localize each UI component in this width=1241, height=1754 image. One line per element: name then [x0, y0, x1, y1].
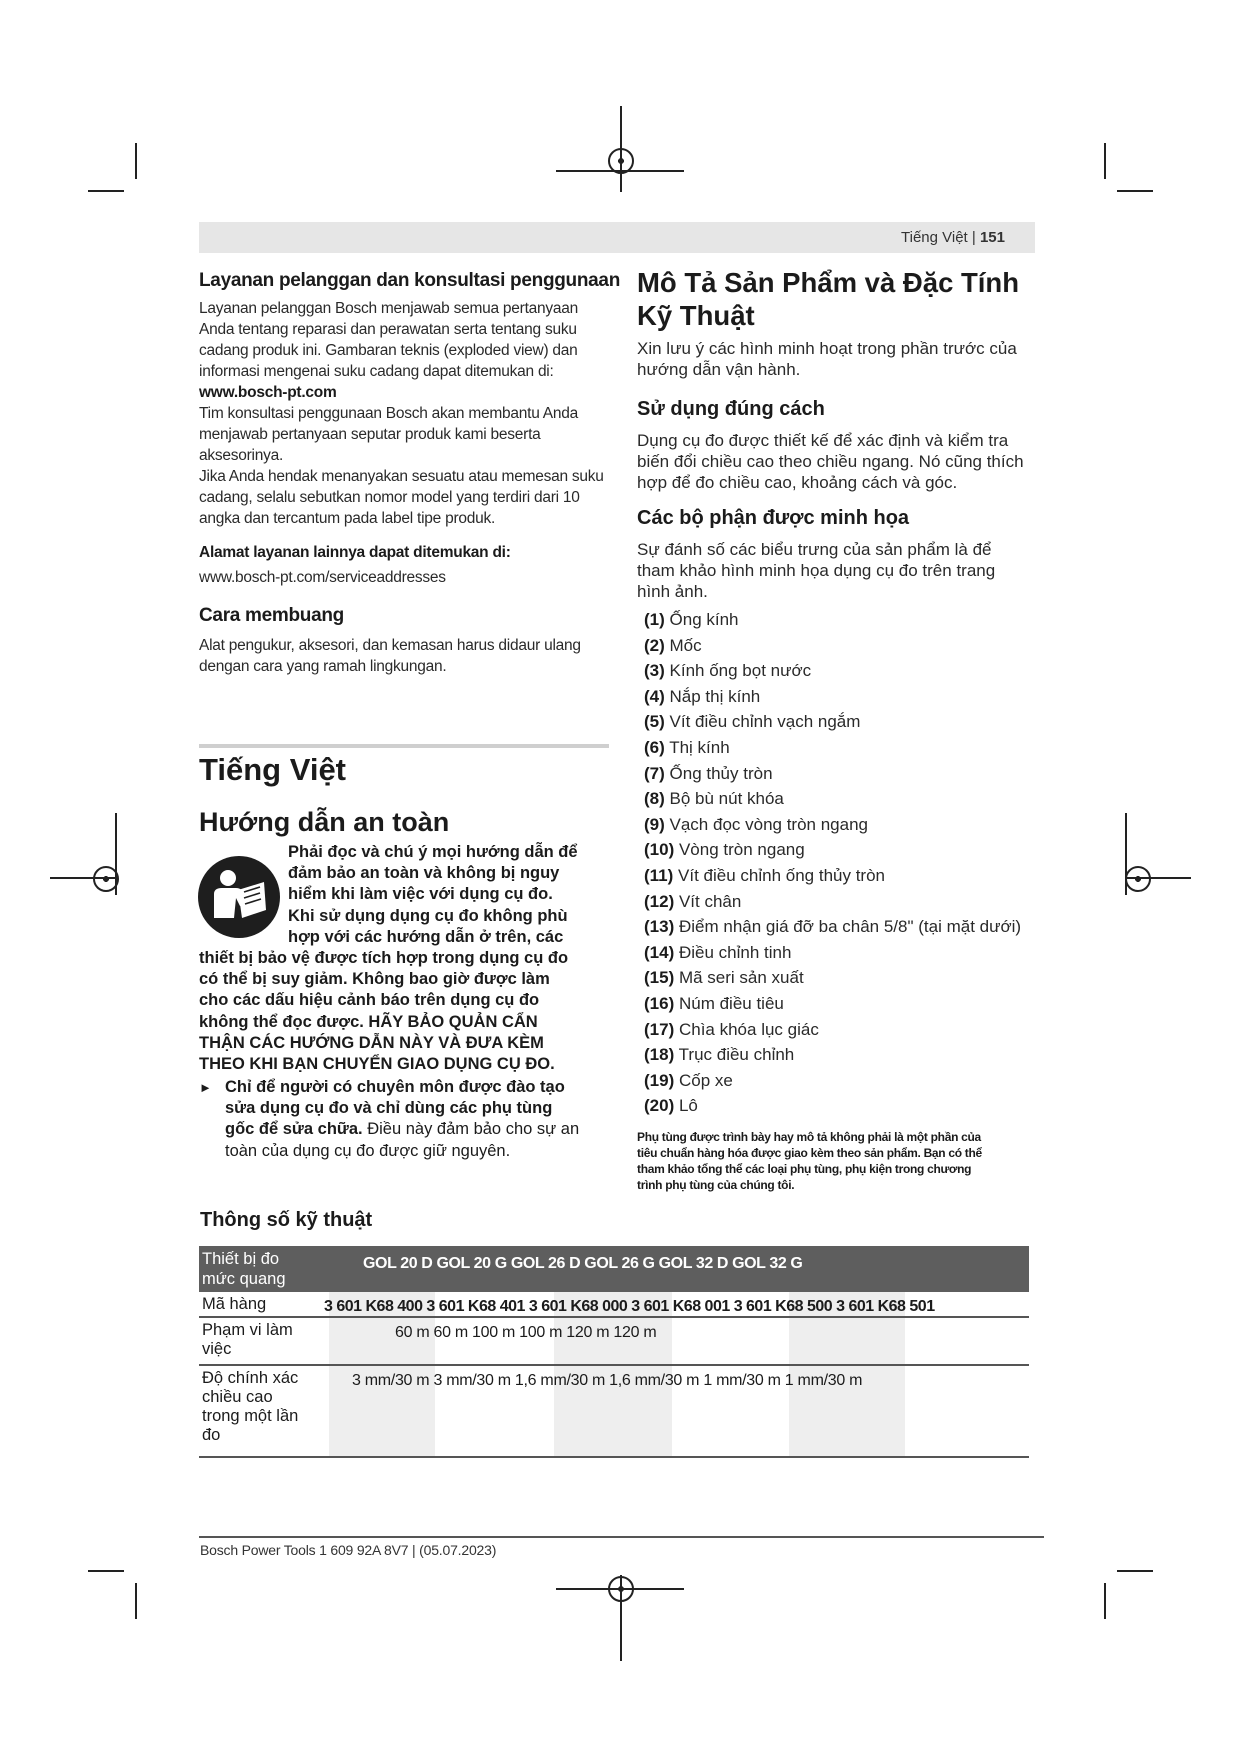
item-number: (9) — [644, 814, 665, 834]
safety-title: Hướng dẫn an toàn — [199, 807, 450, 837]
page-number: 151 — [979, 229, 1005, 246]
text-line: không thể đọc được. HÃY BẢO QUẢN CẨN — [199, 1012, 538, 1031]
text-line: chiều cao — [202, 1388, 273, 1406]
item-number: (18) — [644, 1045, 675, 1065]
item-number: (12) — [644, 891, 675, 911]
specs-title: Thông số kỹ thuật — [200, 1209, 373, 1231]
text-line: Sự đánh số các biểu trưng của sản phẩm là để — [637, 540, 992, 559]
intended-use-heading: Sử dụng đúng cách — [637, 398, 825, 420]
item-number: (13) — [644, 917, 675, 937]
text-line: Phụ tùng được trình bày hay mô tả không phải là một phần của — [637, 1130, 981, 1144]
text-line: biến đổi chiều cao theo chiều ngang. Nó cũng thích — [637, 452, 1024, 471]
list-item — [644, 837, 1064, 863]
list-item — [644, 940, 1064, 966]
list-item — [644, 1017, 1064, 1043]
text-line: hình ảnh. — [637, 582, 708, 601]
item-number: (14) — [644, 942, 675, 962]
item-number: (16) — [644, 993, 675, 1013]
text-line: Dụng cụ đo được thiết kế để xác định và kiểm tra — [637, 431, 1009, 450]
text-line: Alat pengukur, aksesori, dan kemasan harus didaur ulang — [199, 637, 581, 654]
footer-text: Bosch Power Tools 1 609 92A 8V7 | (05.07.2023) — [200, 1542, 497, 1558]
text-line: Layanan pelanggan Bosch menjawab semua pertanyaan — [199, 300, 578, 317]
list-item — [644, 1093, 1064, 1119]
item-label: Mã seri sản xuất — [678, 968, 804, 988]
read-manual-icon — [198, 856, 280, 938]
header-label — [202, 1249, 286, 1289]
addresses-label: Alamat layanan lainnya dapat ditemukan di: — [199, 544, 511, 561]
item-label: Điểm nhận giá đỡ ba chân 5/8" (tại mặt dưới) — [678, 917, 1022, 937]
list-item — [644, 607, 1064, 633]
text-line: hợp với các hướng dẫn ở trên, các — [288, 927, 564, 946]
item-number: (3) — [644, 661, 665, 681]
item-number: (15) — [644, 968, 675, 988]
item-label: Nắp thị kính — [669, 686, 761, 706]
list-item — [644, 965, 1064, 991]
text-line: cho các dấu hiệu cảnh báo trên dụng cụ đo — [199, 991, 540, 1010]
text-line: Xin lưu ý các hình minh hoạt trong phần trước của — [637, 339, 1017, 358]
text-line: thiết bị bảo vệ được tích hợp trong dụng cụ đo — [199, 949, 569, 967]
service-heading: Layanan pelanggan dan konsultasi penggunaan — [199, 270, 621, 291]
item-label: Trục điều chỉnh — [678, 1045, 795, 1065]
running-header — [199, 222, 1035, 253]
warning-text-indented — [288, 842, 578, 948]
text-line: angka dan tercantum pada label tipe produk. — [199, 510, 496, 527]
text-line: trình phụ tùng của chúng tôi. — [637, 1178, 795, 1192]
header-language: Tiếng Việt | 151 — [901, 229, 1005, 246]
text-line: đo — [202, 1426, 221, 1444]
text-line: Chỉ để người có chuyên môn được đào tạo — [225, 1078, 565, 1096]
row-divider — [199, 1456, 1029, 1458]
disposal-paragraph — [199, 635, 581, 677]
accessories-note — [637, 1129, 982, 1193]
text-line: hiểm khi làm việc với dụng cụ đo. — [288, 885, 553, 904]
product-title — [637, 266, 1019, 332]
text-line: Độ chính xác — [202, 1369, 299, 1387]
header-models: GOL 20 D GOL 20 G GOL 26 D GOL 26 G GOL 32 D GOL 32 G — [363, 1255, 803, 1272]
item-label: Núm điều tiêu — [678, 993, 784, 1013]
list-item — [644, 812, 1064, 838]
item-label: Điều chỉnh tinh — [678, 942, 792, 962]
text-line: trong một lần — [202, 1407, 299, 1425]
row-values: 60 m 60 m 100 m 100 m 120 m 120 m — [395, 1324, 657, 1341]
list-item — [644, 914, 1064, 940]
list-item — [644, 633, 1064, 659]
disposal-heading: Cara membuang — [199, 605, 344, 626]
components-intro — [637, 539, 995, 602]
text-line: Phải đọc và chú ý mọi hướng dẫn để — [288, 843, 578, 861]
item-number: (19) — [644, 1070, 675, 1090]
text-line: hợp để đo chiều cao, khoảng cách và góc. — [637, 473, 958, 492]
list-item — [644, 1042, 1064, 1068]
text-line: Kỹ Thuật — [637, 300, 755, 331]
text-line: Phạm vi làm — [202, 1321, 293, 1339]
item-label: Ống kính — [669, 610, 739, 629]
row-label — [202, 1321, 293, 1359]
text-line: tham khảo hình minh họa dụng cụ đo trên trang — [637, 561, 996, 580]
text-line: Điều này đảm bảo cho sự an — [362, 1120, 580, 1139]
item-label: Mốc — [669, 635, 702, 655]
list-item — [644, 658, 1064, 684]
text-line: Tim konsultasi penggunaan Bosch akan membantu Anda — [199, 405, 578, 422]
list-item — [644, 735, 1064, 761]
list-item — [644, 991, 1064, 1017]
row-divider — [199, 1364, 1029, 1366]
row-values: 3 601 K68 400 3 601 K68 401 3 601 K68 000 3 601 K68 001 3 601 K68 500 3 601 K68 501 — [324, 1298, 935, 1315]
intended-use-paragraph — [637, 430, 1024, 493]
item-label: Lô — [678, 1096, 698, 1116]
text-line: Anda tentang reparasi dan perawatan serta tentang suku — [199, 321, 577, 338]
addresses-url-link[interactable]: www.bosch-pt.com/serviceaddresses — [199, 569, 446, 586]
item-label: Vòng tròn ngang — [678, 840, 805, 860]
item-number: (17) — [644, 1019, 675, 1039]
item-label: Cốp xe — [678, 1070, 733, 1090]
item-number: (8) — [644, 789, 665, 809]
table-header — [199, 1246, 1029, 1292]
text-line: toàn của dụng cụ đo được giữ nguyên. — [225, 1141, 511, 1160]
list-item — [644, 709, 1064, 735]
text-line: Thiết bị đo — [202, 1250, 280, 1268]
item-number: (5) — [644, 712, 665, 732]
text-line: Mô Tả Sản Phẩm và Đặc Tính — [637, 267, 1020, 298]
text-line: THẬN CÁC HƯỚNG DẪN NÀY VÀ ĐƯA KÈM — [199, 1033, 544, 1052]
row-label: Mã hàng — [202, 1295, 267, 1313]
item-number: (20) — [644, 1096, 675, 1116]
item-label: Vít điều chỉnh vạch ngắm — [669, 712, 861, 732]
text-line: mức quang — [202, 1270, 286, 1288]
safety-bullet — [199, 1077, 579, 1162]
specs-table — [199, 1246, 1029, 1458]
item-label: Kính ống bọt nước — [669, 661, 812, 681]
item-label: Vạch đọc vòng tròn ngang — [669, 814, 868, 834]
item-label: Vít điều chỉnh ống thủy tròn — [678, 865, 886, 885]
text-line: informasi mengenai suku cadang dapat ditemukan di: — [199, 363, 554, 380]
item-number: (2) — [644, 635, 665, 655]
item-number: (7) — [644, 763, 665, 783]
list-item — [644, 786, 1064, 812]
text-line: đảm bảo an toàn và không bị nguy — [288, 864, 560, 883]
list-item — [644, 684, 1064, 710]
text-line: cadang produk ini. Gambaran teknis (exploded view) dan — [199, 342, 578, 359]
text-line: Jika Anda hendak menanyakan sesuatu atau memesan suku — [199, 468, 604, 485]
row-divider — [199, 1316, 1029, 1318]
item-label: Ống thủy tròn — [669, 763, 773, 783]
section-divider — [199, 744, 609, 748]
bullet-marker: ► — [199, 1080, 212, 1095]
service-url-link[interactable]: www.bosch-pt.com — [199, 384, 337, 401]
components-list — [644, 607, 1064, 1119]
text-line: tiêu chuẩn hàng hóa được giao kèm theo sản phẩm. Bạn có thể — [637, 1146, 982, 1160]
item-label: Thị kính — [669, 737, 730, 757]
item-number: (10) — [644, 840, 675, 860]
footer-divider — [199, 1536, 1044, 1538]
text-line: có thể bị suy giảm. Không bao giờ được làm — [199, 970, 550, 989]
text-line: menjawab pertanyaan seputar produk kami beserta — [199, 426, 541, 443]
text-line: Khi sử dụng dụng cụ đo không phù — [288, 906, 568, 925]
text-line: aksesorinya. — [199, 447, 284, 464]
components-heading: Các bộ phận được minh họa — [637, 507, 910, 529]
list-item — [644, 1068, 1064, 1094]
header-language-text: Tiếng Việt — [901, 229, 968, 246]
warning-text-full — [199, 948, 568, 1075]
text-line: gốc để sửa chữa. — [225, 1120, 363, 1139]
text-line: sửa dụng cụ đo và chỉ dùng các phụ tùng — [225, 1099, 553, 1118]
read-manual-pictogram — [198, 856, 280, 938]
text-line: THEO KHI BẠN CHUYỂN GIAO DỤNG CỤ ĐO. — [199, 1055, 555, 1074]
row-label — [202, 1369, 298, 1445]
text-line: cadang, selalu sebutkan nomor model yang terdiri dari 10 — [199, 489, 580, 506]
text-line: hướng dẫn vận hành. — [637, 360, 801, 379]
product-intro — [637, 338, 1017, 380]
language-title: Tiếng Việt — [199, 752, 347, 787]
service-paragraph-1 — [199, 298, 619, 529]
list-item — [644, 863, 1064, 889]
row-values: 3 mm/30 m 3 mm/30 m 1,6 mm/30 m 1,6 mm/30 m 1 mm/30 m 1 mm/30 m — [352, 1372, 863, 1389]
item-number: (6) — [644, 737, 665, 757]
item-label: Chìa khóa lục giác — [678, 1019, 819, 1039]
text-line: dengan cara yang ramah lingkungan. — [199, 658, 447, 675]
item-number: (1) — [644, 610, 665, 629]
list-item — [644, 761, 1064, 787]
list-item — [644, 889, 1064, 915]
item-number: (4) — [644, 686, 665, 706]
item-label: Bộ bù nút khóa — [669, 789, 784, 809]
text-line: việc — [202, 1340, 232, 1358]
item-label: Vít chân — [678, 891, 742, 911]
text-line: tham khảo tổng thể các loại phụ tùng, phụ kiện trong chương — [637, 1162, 972, 1176]
item-number: (11) — [644, 865, 674, 885]
